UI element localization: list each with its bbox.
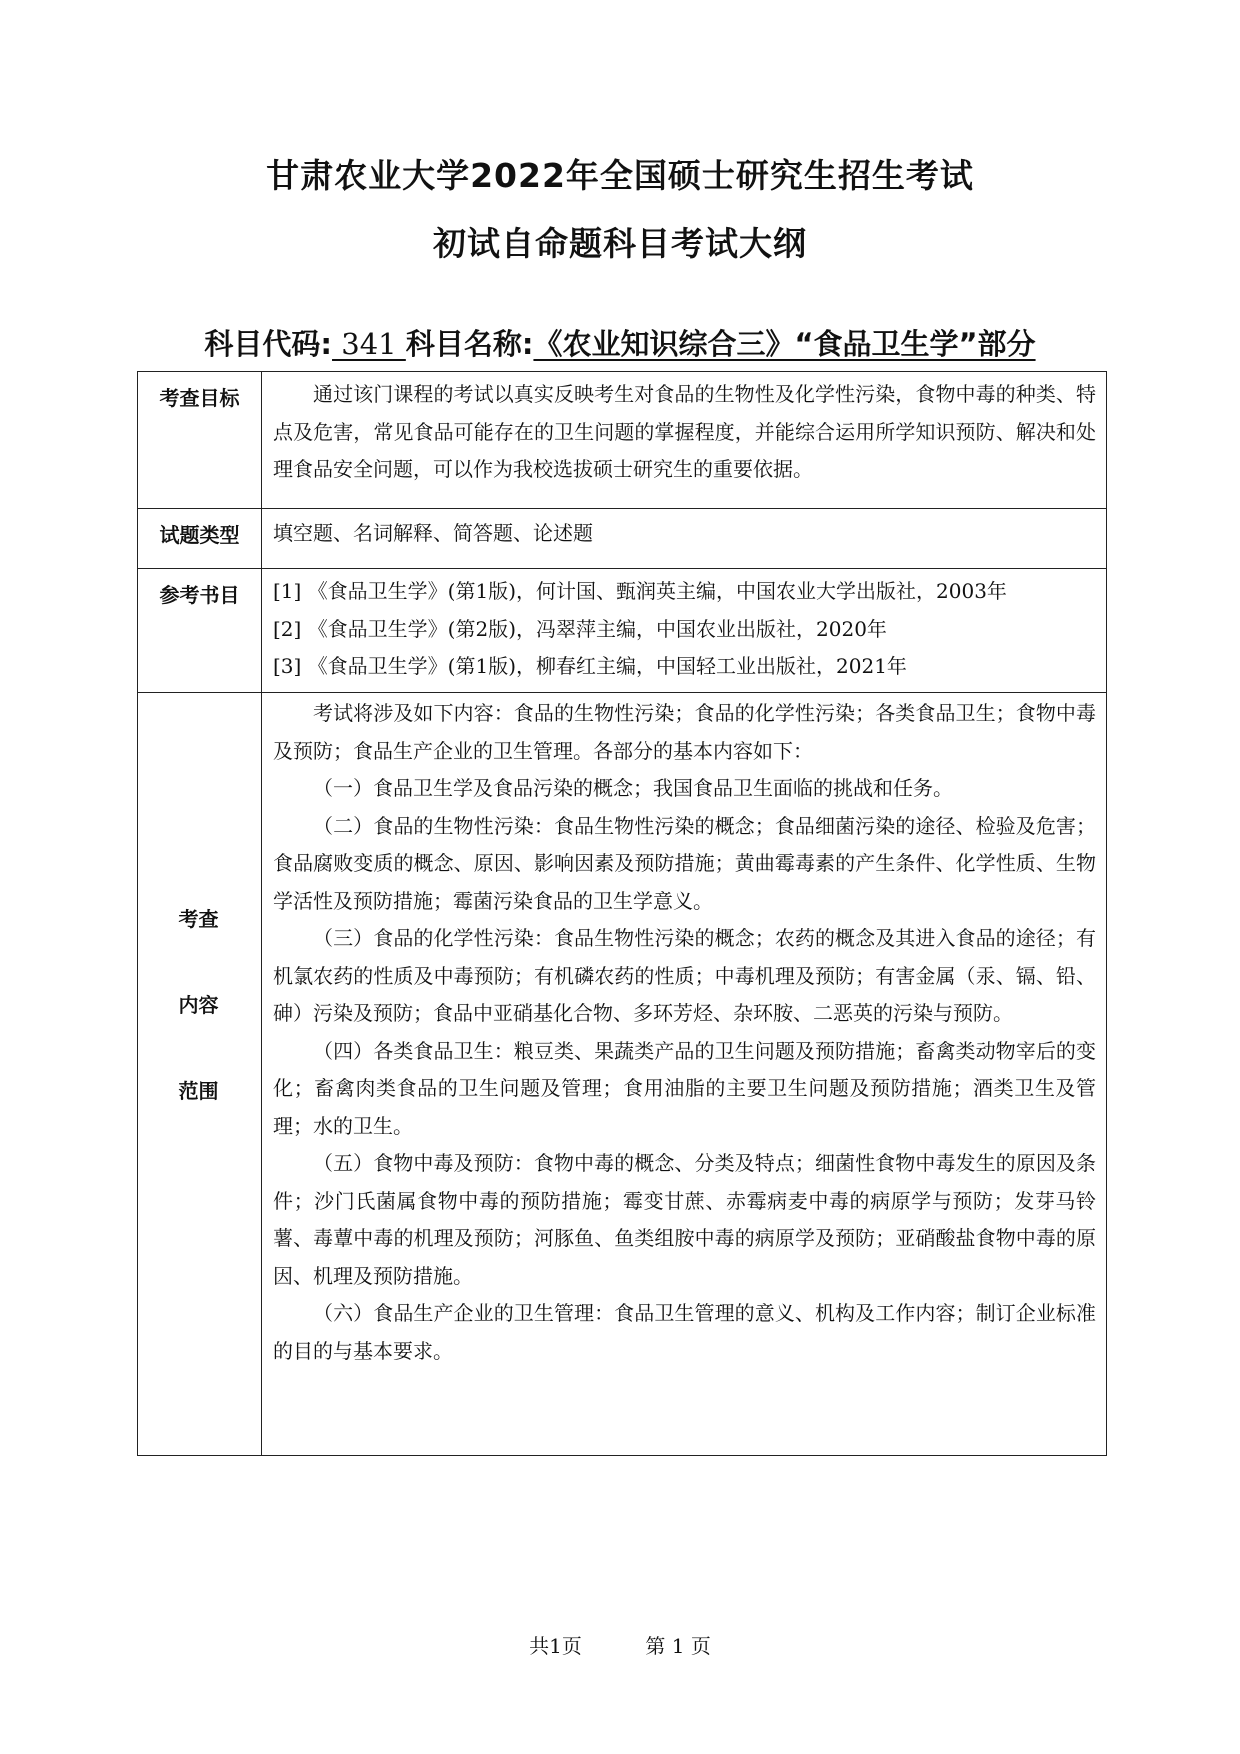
subject-code-value: 341 — [332, 327, 406, 361]
table-row-question-types — [138, 509, 1107, 569]
scope-intro: 考试将涉及如下内容：食品的生物性污染；食品的化学性污染；各类食品卫生；食物中毒及预防；食品生产企业的卫生管理。各部分的基本内容如下： — [273, 701, 1096, 763]
scope-section: （一）食品卫生学及食品污染的概念；我国食品卫生面临的挑战和任务。 — [313, 776, 953, 800]
table-row-references — [138, 569, 1107, 693]
table-row-target — [138, 372, 1107, 509]
scope-section: （二）食品的生物性污染：食品生物性污染的概念；食品细菌污染的途径、检验及危害；食品腐败变质的概念、原因、影响因素及预防措施；黄曲霉毒素的产生条件、化学性质、生物学活性及预防措施；霉菌污染食品的卫生学意义。 — [273, 813, 1096, 913]
target-cell — [262, 372, 1107, 509]
scope-section: （四）各类食品卫生：粮豆类、果蔬类产品的卫生问题及预防措施；畜禽类动物宰后的变化；畜禽肉类食品的卫生问题及管理；食用油脂的主要卫生问题及预防措施；酒类卫生及管理；水的卫生。 — [273, 1038, 1096, 1138]
scope-cell — [262, 693, 1107, 1456]
total-pages: 共1页 — [529, 1634, 582, 1658]
scope-section: （五）食物中毒及预防：食物中毒的概念、分类及特点；细菌性食物中毒发生的原因及条件；沙门氏菌属食物中毒的预防措施；霉变甘蔗、赤霉病麦中毒的病原学与预防；发芽马铃薯、毒蕈中毒的机理及预防；河豚鱼、鱼类组胺中毒的病原学及预防；亚硝酸盐食物中毒的原因、机理及预防措施。 — [273, 1151, 1096, 1288]
table-row-scope — [138, 693, 1107, 1456]
references-label: 参考书目 — [138, 569, 262, 693]
question-types-label: 试题类型 — [138, 509, 262, 569]
page-footer — [0, 1630, 1240, 1659]
document-title-line2: 初试自命题科目考试大纲 — [433, 224, 807, 263]
reference-item: [2] 《食品卫生学》(第2版)，冯翠萍主编，中国农业出版社，2020年 — [273, 616, 887, 641]
question-types-text: 填空题、名词解释、简答题、论述题 — [273, 521, 593, 545]
references-cell — [262, 569, 1107, 693]
subject-name-label: 科目名称: — [405, 327, 534, 361]
target-text: 通过该门课程的考试以真实反映考生对食品的生物性及化学性污染，食物中毒的种类、特点及危害，常见食品可能存在的卫生问题的掌握程度，并能综合运用所学知识预防、解决和处理食品安全问题，可以作为我校选拔硕士研究生的重要依据。 — [273, 382, 1096, 481]
scope-section: （六）食品生产企业的卫生管理：食品卫生管理的意义、机构及工作内容；制订企业标准的目的与基本要求。 — [273, 1301, 1096, 1363]
subject-line — [0, 322, 1240, 363]
question-types-cell — [262, 509, 1107, 569]
syllabus-table — [137, 371, 1107, 1456]
subject-code-label: 科目代码: — [204, 327, 333, 361]
scope-label-line: 内容 — [178, 993, 219, 1017]
target-label: 考查目标 — [138, 372, 262, 509]
document-title-line1: 甘肃农业大学2022年全国硕士研究生招生考试 — [266, 156, 974, 195]
scope-label — [138, 693, 262, 1456]
page-number: 第 1 页 — [645, 1634, 711, 1658]
scope-label-line: 范围 — [178, 1079, 219, 1103]
reference-item: [1] 《食品卫生学》(第1版)，何计国、甄润英主编，中国农业大学出版社，2003年 — [273, 579, 1007, 603]
reference-item: [3] 《食品卫生学》(第1版)，柳春红主编，中国轻工业出版社，2021年 — [273, 654, 907, 678]
scope-section: （三）食品的化学性污染：食品生物性污染的概念；农药的概念及其进入食品的途径；有机氯农药的性质及中毒预防；有机磷农药的性质；中毒机理及预防；有害金属（汞、镉、铅、砷）污染及预防；食品中亚硝基化合物、多环芳烃、杂环胺、二恶英的污染与预防。 — [273, 926, 1096, 1025]
scope-label-line: 考查 — [178, 907, 219, 931]
subject-name-value: 《农业知识综合三》“食品卫生学”部分 — [533, 327, 1036, 361]
